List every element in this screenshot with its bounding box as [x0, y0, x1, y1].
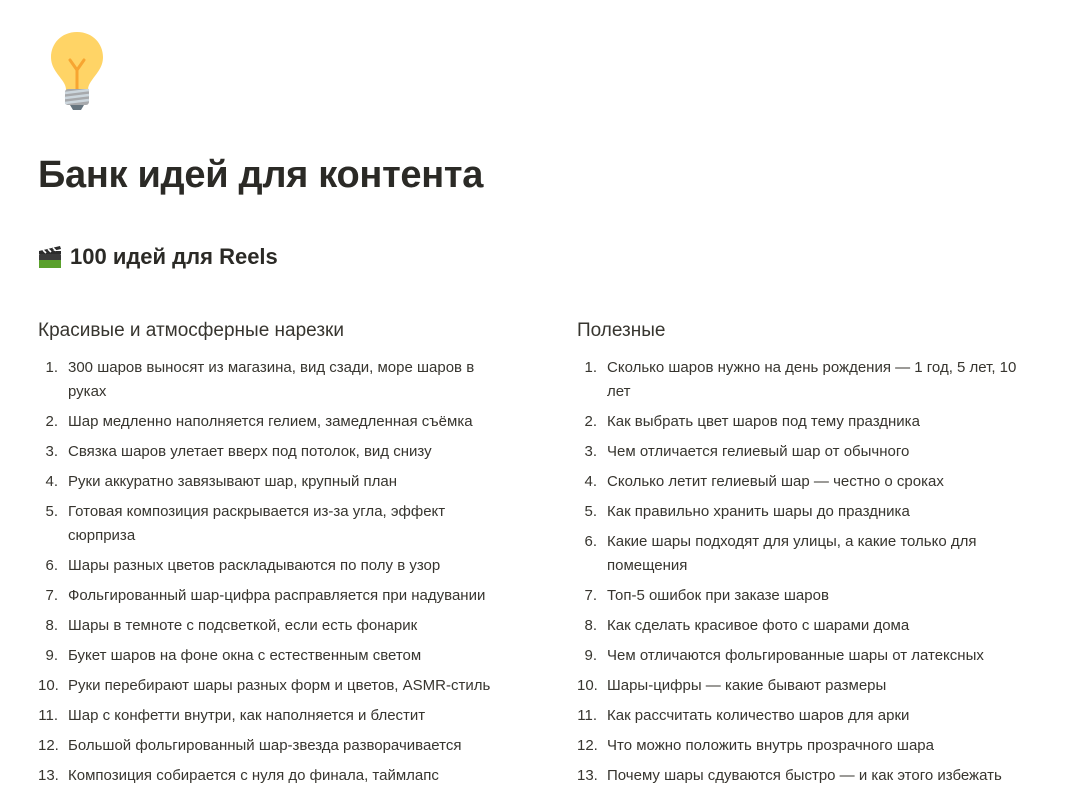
list-number: 4.	[584, 473, 597, 490]
list-number: 2.	[584, 413, 597, 430]
list-number: 4.	[45, 473, 58, 490]
list-item-text: Букет шаров на фоне окна с естественным светом	[68, 647, 422, 664]
list-item-text: Почему шары сдуваются быстро — и как этого избежать	[607, 767, 1002, 784]
list-number: 8.	[45, 617, 58, 634]
list-item-text: Шар с конфетти внутри, как наполняется и блестит	[68, 707, 426, 724]
column-beautiful-cuts	[38, 320, 508, 794]
list-item-text: Готовая композиция раскрывается из-за угла, эффект сюрприза	[68, 503, 446, 544]
list-item-text: Сколько летит гелиевый шар — честно о сроках	[607, 473, 944, 490]
idea-list	[38, 356, 508, 788]
list-number: 13.	[38, 767, 59, 784]
list-number: 7.	[45, 587, 58, 604]
list-item	[38, 440, 508, 464]
list-item	[577, 704, 1037, 728]
list-item	[38, 734, 508, 758]
list-item	[577, 614, 1037, 638]
list-item-text: 300 шаров выносят из магазина, вид сзади, море шаров в руках	[68, 359, 475, 400]
list-item	[38, 674, 508, 698]
list-item-text: Топ-5 ошибок при заказе шаров	[607, 587, 829, 604]
list-item	[577, 410, 1037, 434]
list-item-text: Шар медленно наполняется гелием, замедленная съёмка	[68, 413, 473, 430]
list-item-text: Как правильно хранить шары до праздника	[607, 503, 910, 520]
list-number: 12.	[577, 737, 598, 754]
list-item-text: Как выбрать цвет шаров под тему праздника	[607, 413, 920, 430]
list-item-text: Фольгированный шар-цифра расправляется при надувании	[68, 587, 486, 604]
idea-list	[577, 356, 1037, 788]
list-item-text: Чем отличается гелиевый шар от обычного	[607, 443, 910, 460]
list-number: 3.	[584, 443, 597, 460]
page-title: Банк идей для контента	[38, 154, 484, 196]
list-item-text: Чем отличаются фольгированные шары от латексных	[607, 647, 984, 664]
list-number: 7.	[584, 587, 597, 604]
clapper-board-icon	[38, 245, 62, 269]
list-item	[577, 470, 1037, 494]
list-item	[38, 614, 508, 638]
list-number: 5.	[584, 503, 597, 520]
list-number: 10.	[577, 677, 598, 694]
column-useful	[577, 320, 1037, 794]
list-item	[577, 440, 1037, 464]
list-item-text: Большой фольгированный шар-звезда разворачивается	[68, 737, 462, 754]
list-item	[38, 470, 508, 494]
list-number: 3.	[45, 443, 58, 460]
list-item	[38, 764, 508, 788]
list-item	[577, 674, 1037, 698]
list-number: 9.	[45, 647, 58, 664]
light-bulb-icon[interactable]	[46, 30, 108, 112]
list-item	[577, 500, 1037, 524]
list-item-text: Шары в темноте с подсветкой, если есть фонарик	[68, 617, 418, 634]
list-item-text: Шары-цифры — какие бывают размеры	[607, 677, 887, 694]
list-number: 5.	[45, 503, 58, 520]
column-heading: Красивые и атмосферные нарезки	[38, 320, 344, 341]
list-number: 11.	[38, 707, 58, 724]
list-item-text: Связка шаров улетает вверх под потолок, вид снизу	[68, 443, 432, 460]
list-number: 6.	[45, 557, 58, 574]
list-item	[577, 734, 1037, 758]
list-number: 2.	[45, 413, 58, 430]
list-number: 9.	[584, 647, 597, 664]
list-number: 1.	[45, 359, 58, 376]
list-item	[38, 554, 508, 578]
list-item	[38, 356, 508, 404]
list-item	[38, 704, 508, 728]
list-item-text: Сколько шаров нужно на день рождения — 1 год, 5 лет, 10 лет	[607, 359, 1017, 400]
list-item-text: Как рассчитать количество шаров для арки	[607, 707, 910, 724]
list-item	[577, 356, 1037, 404]
section-heading-text: 100 идей для Reels	[70, 244, 278, 269]
list-item-text: Как сделать красивое фото с шарами дома	[607, 617, 910, 634]
column-heading: Полезные	[577, 320, 666, 341]
list-item	[38, 644, 508, 668]
list-item-text: Какие шары подходят для улицы, а какие только для помещения	[607, 533, 977, 574]
list-item-text: Что можно положить внутрь прозрачного шара	[607, 737, 934, 754]
list-item	[577, 530, 1037, 578]
list-item	[38, 410, 508, 434]
list-number: 12.	[38, 737, 59, 754]
list-number: 10.	[38, 677, 59, 694]
list-number: 8.	[584, 617, 597, 634]
list-item	[38, 500, 508, 548]
list-item-text: Композиция собирается с нуля до финала, таймлапс	[68, 767, 439, 784]
list-item	[38, 584, 508, 608]
list-number: 1.	[584, 359, 597, 376]
list-number: 13.	[577, 767, 598, 784]
list-item	[577, 644, 1037, 668]
list-item-text: Руки аккуратно завязывают шар, крупный план	[68, 473, 398, 490]
list-item	[577, 584, 1037, 608]
list-number: 6.	[584, 533, 597, 550]
list-item-text: Руки перебирают шары разных форм и цветов, ASMR-стиль	[68, 677, 491, 694]
section-heading	[38, 244, 278, 270]
list-item-text: Шары разных цветов раскладываются по полу в узор	[68, 557, 441, 574]
list-number: 11.	[577, 707, 597, 724]
list-item	[577, 764, 1037, 788]
